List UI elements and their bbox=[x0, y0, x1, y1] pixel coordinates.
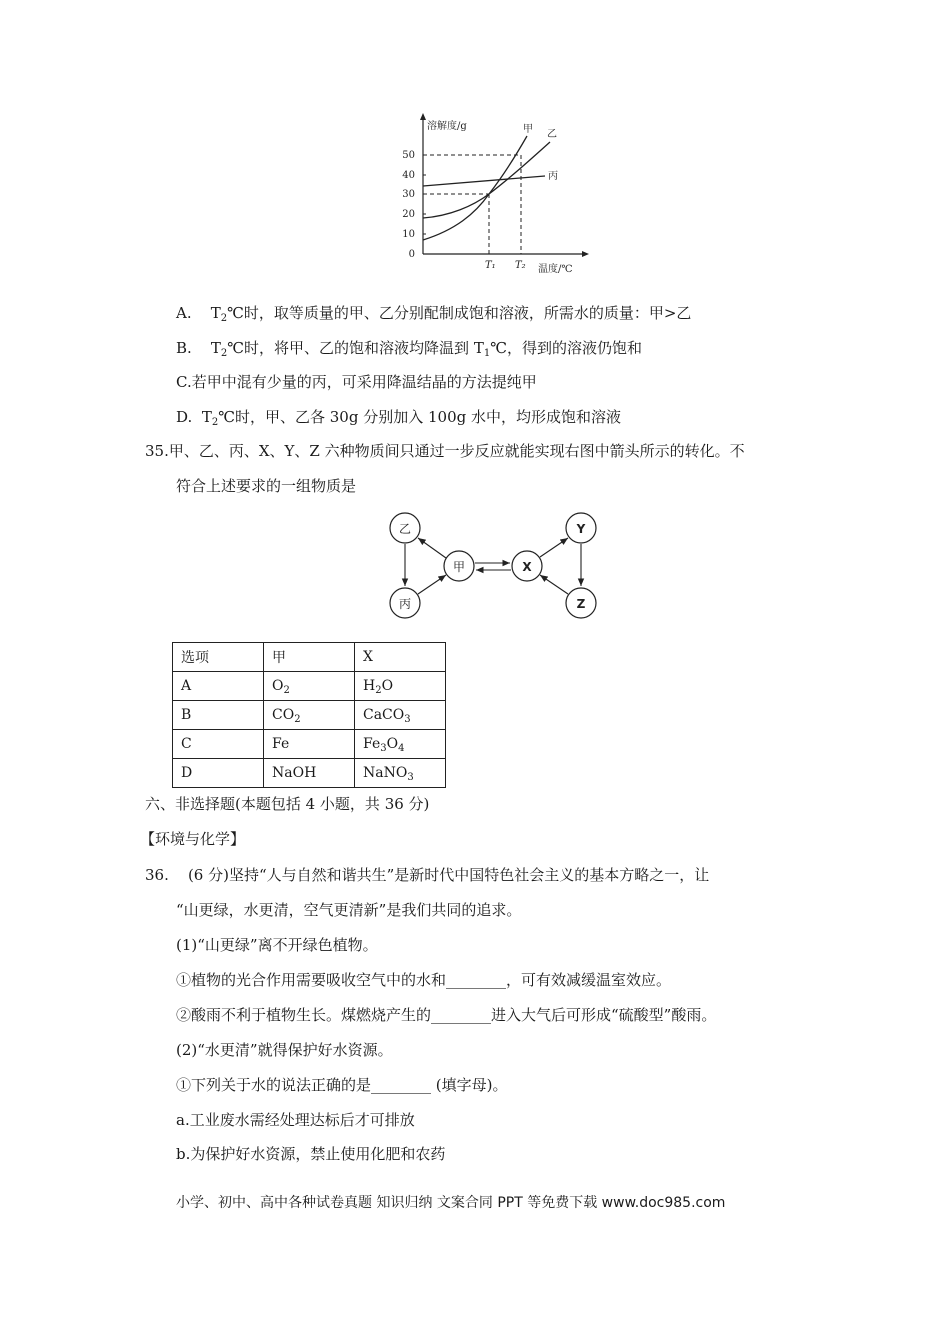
svg-text:X: X bbox=[522, 560, 532, 574]
label-jia: 甲 bbox=[523, 124, 533, 135]
x-tick-t2: T₂ bbox=[515, 260, 526, 271]
options-table bbox=[172, 642, 446, 788]
table-header-row bbox=[173, 643, 446, 672]
q36-line2: “山更绿，水更清，空气更清新”是我们共同的追求。 bbox=[176, 901, 522, 919]
y-tick-10: 10 bbox=[402, 229, 415, 240]
q35-line2: 符合上述要求的一组物质是 bbox=[176, 477, 357, 495]
q35-line1: 35.甲、乙、丙、X、Y、Z 六种物质间只通过一步反应就能实现右图中箭头所示的转化。不 bbox=[145, 442, 745, 460]
q36-part2: (2)“水更清”就得保护好水资源。 bbox=[176, 1041, 393, 1059]
x-axis-label: 温度/℃ bbox=[538, 264, 573, 275]
q36-part2-a: ①下列关于水的说法正确的是________ (填字母)。 bbox=[176, 1076, 508, 1094]
y-axis-label: 溶解度/g bbox=[427, 121, 467, 132]
q36-part1-a: ①植物的光合作用需要吸收空气中的水和________，可有效减缓温室效应。 bbox=[176, 971, 672, 989]
header-x: X bbox=[355, 643, 446, 672]
transformation-diagram bbox=[380, 508, 610, 620]
y-tick-20: 20 bbox=[402, 209, 415, 220]
label-bing: 丙 bbox=[548, 171, 558, 182]
section-6-heading: 六、非选择题(本题包括 4 小题，共 36 分) bbox=[145, 795, 430, 813]
option-c: C.若甲中混有少量的丙，可采用降温结晶的方法提纯甲 bbox=[176, 373, 537, 391]
option-b: B. $T_2℃$时，将甲、乙的饱和溶液均降温到 $T_1℃$，得到的溶液仍饱和 bbox=[176, 339, 642, 359]
label-yi: 乙 bbox=[547, 129, 557, 140]
x-tick-t1: T₁ bbox=[485, 260, 496, 271]
svg-text:甲: 甲 bbox=[452, 560, 466, 574]
solubility-graph bbox=[395, 112, 595, 277]
y-tick-40: 40 bbox=[402, 170, 415, 181]
table-row: C Fe $Fe_3O_4$ bbox=[173, 730, 446, 759]
q36-part1-b: ②酸雨不利于植物生长。煤燃烧产生的________进入大气后可形成“硫酸型”酸雨。 bbox=[176, 1006, 717, 1024]
svg-text:Z: Z bbox=[576, 597, 586, 611]
header-jia: 甲 bbox=[264, 643, 355, 672]
q36-opt-a: a.工业废水需经处理达标后才可排放 bbox=[176, 1111, 415, 1129]
option-a: A. $T_2℃$时，取等质量的甲、乙分别配制成饱和溶液，所需水的质量：甲>乙 bbox=[176, 304, 692, 324]
curve-yi bbox=[423, 142, 550, 218]
option-d: D. $T_2℃$时，甲、乙各 30g 分别加入 100g 水中，均形成饱和溶液 bbox=[176, 408, 621, 428]
svg-text:丙: 丙 bbox=[398, 597, 412, 611]
y-tick-0: 0 bbox=[408, 249, 415, 260]
q36-opt-b: b.为保护好水资源，禁止使用化肥和农药 bbox=[176, 1145, 446, 1163]
curve-bing bbox=[423, 176, 545, 186]
y-tick-50: 50 bbox=[402, 150, 415, 161]
page-footer: 小学、初中、高中各种试卷真题 知识归纳 文案合同 PPT 等免费下载 www.doc985.com bbox=[176, 1195, 726, 1211]
curve-jia bbox=[423, 136, 527, 240]
y-tick-30: 30 bbox=[402, 189, 415, 200]
q36-line1: 36. (6 分)坚持“人与自然和谐共生”是新时代中国特色社会主义的基本方略之一，让 bbox=[145, 866, 710, 884]
header-option: 选项 bbox=[173, 643, 264, 672]
table-row: D NaOH NaNO$_3$ bbox=[173, 759, 446, 788]
table-row: A $O_2$ $H_2O$ bbox=[173, 672, 446, 701]
table-row: B $CO_2$ CaCO$_3$ bbox=[173, 701, 446, 730]
svg-text:乙: 乙 bbox=[398, 522, 412, 536]
q36-part1: (1)“山更绿”离不开绿色植物。 bbox=[176, 936, 378, 954]
svg-text:Y: Y bbox=[576, 522, 586, 536]
section-env-heading: 【环境与化学】 bbox=[140, 830, 246, 848]
